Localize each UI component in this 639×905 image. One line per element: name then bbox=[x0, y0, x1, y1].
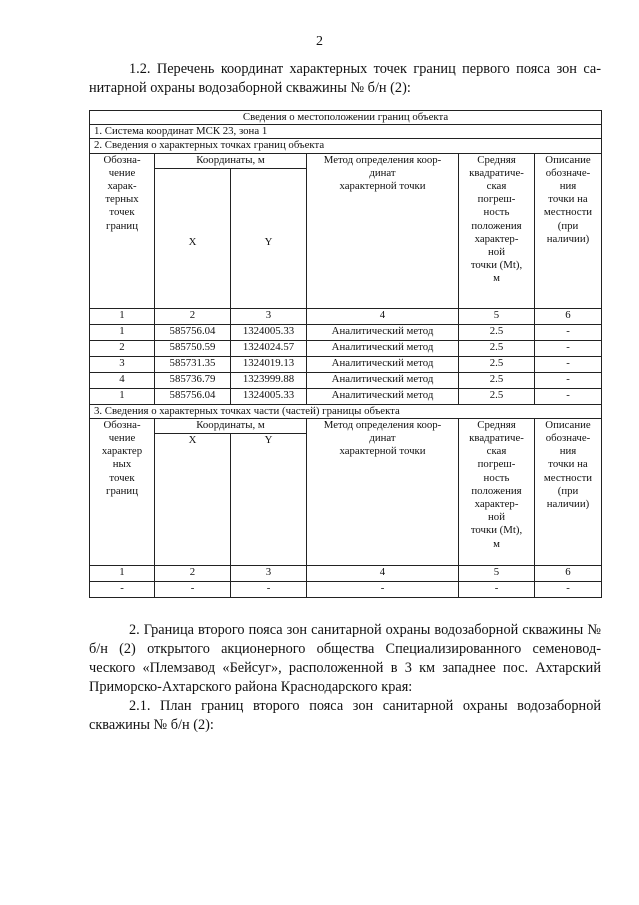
coord-x: 585731.35 bbox=[155, 356, 231, 372]
header-description: Описание обозначе- ния точки на местности (при наличии) bbox=[535, 418, 602, 565]
error: 2.5 bbox=[459, 372, 535, 388]
error: 2.5 bbox=[459, 388, 535, 404]
point-number: 4 bbox=[90, 372, 155, 388]
table-row bbox=[90, 340, 602, 356]
paragraph-second-zone: 2. Граница второго пояса зон санитарной охраны водозаборной скважины № б/н (2) открытого акционерного общества Специализированного семеновод-ческого «Племзавод «Бейсуг», расположенной в 3 км западнее пос. Ахтарский Приморско-Ахтарского района Краснодарского края: bbox=[89, 622, 601, 695]
table-row bbox=[90, 372, 602, 388]
coord-x: 585756.04 bbox=[155, 324, 231, 340]
column-number: 4 bbox=[307, 565, 459, 581]
header-x: X bbox=[155, 168, 231, 308]
table-row bbox=[90, 388, 602, 404]
coordinates-table bbox=[89, 110, 602, 598]
coord-y: 1324005.33 bbox=[231, 324, 307, 340]
paragraph-plan: 2.1. План границ второго пояса зон санитарной охраны водозаборной скважины № б/н (2): bbox=[89, 698, 601, 733]
coord-y: 1324019.13 bbox=[231, 356, 307, 372]
header-coordinates: Координаты, м bbox=[155, 418, 307, 433]
header-description: Описание обозначе- ния точки на местности (при наличии) bbox=[535, 153, 602, 308]
method: Аналитический метод bbox=[307, 388, 459, 404]
section-coordinate-system: 1. Система координат МСК 23, зона 1 bbox=[90, 125, 602, 139]
column-numbers-row bbox=[90, 308, 602, 324]
point-number: 2 bbox=[90, 340, 155, 356]
header-method: Метод определения коор- динат характерной точки bbox=[307, 418, 459, 565]
column-number: 3 bbox=[231, 308, 307, 324]
header-y: Y bbox=[231, 168, 307, 308]
column-number: 6 bbox=[535, 565, 602, 581]
empty-cell: - bbox=[155, 581, 231, 597]
method: Аналитический метод bbox=[307, 372, 459, 388]
heading-line-1: 1.2. Перечень координат характерных точек границ первого пояса зон са- bbox=[129, 61, 601, 77]
point-number: 1 bbox=[90, 324, 155, 340]
empty-cell: - bbox=[459, 581, 535, 597]
coord-x: 585750.59 bbox=[155, 340, 231, 356]
description: - bbox=[535, 324, 602, 340]
error: 2.5 bbox=[459, 356, 535, 372]
section-heading bbox=[89, 60, 601, 98]
table-row bbox=[90, 356, 602, 372]
table-row bbox=[90, 581, 602, 597]
column-number: 5 bbox=[459, 308, 535, 324]
header-point-designation: Обозна- чение харак- терных точек границ bbox=[90, 153, 155, 308]
description: - bbox=[535, 372, 602, 388]
header-coordinates: Координаты, м bbox=[155, 153, 307, 168]
description: - bbox=[535, 340, 602, 356]
header-method: Метод определения коор- динат характерной точки bbox=[307, 153, 459, 308]
column-number: 2 bbox=[155, 565, 231, 581]
coord-y: 1324005.33 bbox=[231, 388, 307, 404]
error: 2.5 bbox=[459, 340, 535, 356]
description: - bbox=[535, 388, 602, 404]
table-row bbox=[90, 324, 602, 340]
column-number: 6 bbox=[535, 308, 602, 324]
method: Аналитический метод bbox=[307, 356, 459, 372]
table-title: Сведения о местоположении границ объекта bbox=[90, 111, 602, 125]
column-number: 1 bbox=[90, 308, 155, 324]
header-error: Средняя квадратиче- ская погреш- ность положения характер- ной точки (Mt), м bbox=[459, 153, 535, 308]
coord-x: 585736.79 bbox=[155, 372, 231, 388]
column-number: 3 bbox=[231, 565, 307, 581]
empty-cell: - bbox=[90, 581, 155, 597]
point-number: 1 bbox=[90, 388, 155, 404]
section-partial-boundary: 3. Сведения о характерных точках части (частей) границы объекта bbox=[90, 404, 602, 418]
empty-cell: - bbox=[307, 581, 459, 597]
header-error: Средняя квадратиче- ская погреш- ность положения характер- ной точки (Mt), м bbox=[459, 418, 535, 565]
method: Аналитический метод bbox=[307, 340, 459, 356]
header-x: X bbox=[155, 433, 231, 565]
coord-y: 1323999.88 bbox=[231, 372, 307, 388]
column-number: 1 bbox=[90, 565, 155, 581]
column-numbers-row bbox=[90, 565, 602, 581]
page-number: 2 bbox=[316, 34, 323, 49]
point-number: 3 bbox=[90, 356, 155, 372]
column-number: 5 bbox=[459, 565, 535, 581]
section-boundary-points: 2. Сведения о характерных точках границ объекта bbox=[90, 139, 602, 153]
column-number: 2 bbox=[155, 308, 231, 324]
error: 2.5 bbox=[459, 324, 535, 340]
coord-x: 585756.04 bbox=[155, 388, 231, 404]
description: - bbox=[535, 356, 602, 372]
coord-y: 1324024.57 bbox=[231, 340, 307, 356]
empty-cell: - bbox=[231, 581, 307, 597]
heading-line-2: нитарной охраны водозаборной скважины № б/н (2): bbox=[89, 80, 411, 96]
header-y: Y bbox=[231, 433, 307, 565]
header-point-designation: Обозна- чение характер ных точек границ bbox=[90, 418, 155, 565]
column-number: 4 bbox=[307, 308, 459, 324]
method: Аналитический метод bbox=[307, 324, 459, 340]
empty-cell: - bbox=[535, 581, 602, 597]
